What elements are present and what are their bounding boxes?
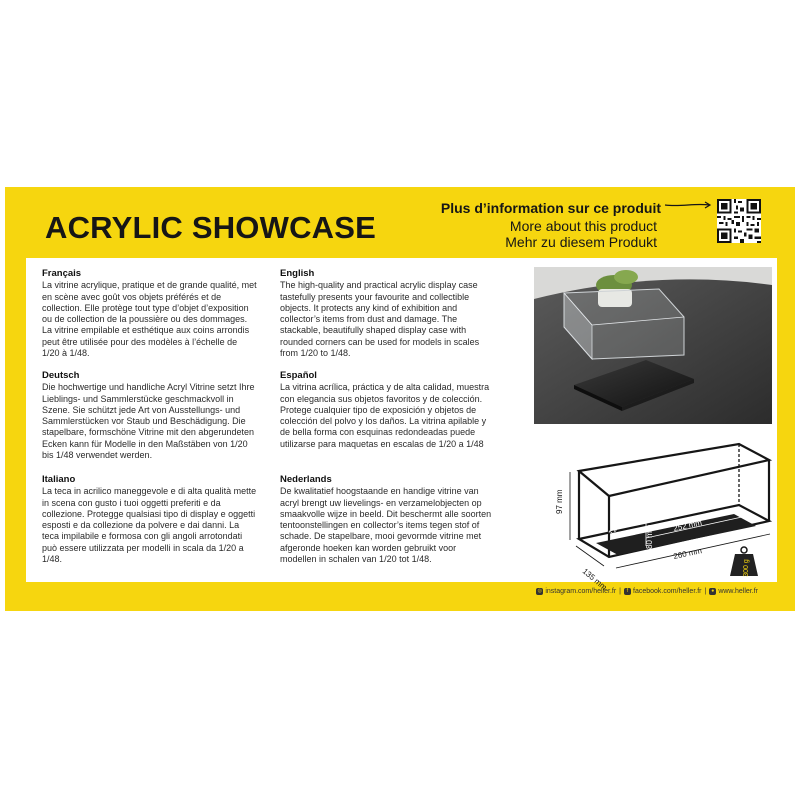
lang-heading-de: Deutsch [42, 370, 80, 381]
product-card [5, 187, 795, 611]
instagram-link[interactable]: instagram.com/heller.fr [545, 588, 617, 595]
dim-inner-depth-label: 127 mm [606, 508, 632, 538]
lang-heading-en: English [280, 268, 315, 279]
dim-depth-label: 135 mm [580, 566, 609, 593]
dim-length-label: 260 mm [672, 546, 703, 561]
lang-block-nl [280, 474, 495, 565]
footer [5, 588, 795, 602]
lang-heading-it: Italiano [42, 474, 76, 485]
lang-heading-nl: Nederlands [280, 474, 332, 485]
weight-icon [730, 547, 758, 577]
website-link[interactable]: www.heller.fr [718, 588, 758, 595]
lang-text-de: Die hochwertige und handliche Acryl Vitrine setzt Ihre Lieblings- und Sammlerstücke geschmackvoll in Szene. Sie schützt jede Art von Ausstellungs- und Sammlerstücken vor Staub und Beschädigung. Die stapelbare, formschöne Vitrine mit den abgerundeten Ecken kann für Modelle in den Maßstäben von 1/20 bis 1/48 verwendet werden. [42, 382, 255, 461]
lang-heading-es: Español [280, 370, 317, 381]
more-info-link-fr[interactable]: Plus d’information sur ce produit [440, 200, 661, 216]
lang-text-nl: De kwalitatief hoogstaande en handige vitrine van acryl brengt uw lievelings- en verzamelobjecten op smaakvolle wijze in beeld. Dit beschermt alle soorten tentoonstellingen en collector’s items tegen stof of schade. De stapelbare, mooi gevormde vitrine met afgeronde hoeken kan worden gebruikt voor modellen in schalen van 1/20 tot 1/48. [280, 486, 492, 565]
lang-block-it [42, 474, 257, 565]
product-title: ACRYLIC SHOWCASE [45, 210, 377, 245]
facebook-icon: f [624, 588, 631, 595]
dim-inner-length-label: 252 mm [672, 518, 703, 533]
lang-block-fr [42, 268, 257, 359]
more-info-link-de[interactable]: Mehr zu diesem Produkt [505, 234, 657, 250]
separator: | [704, 588, 707, 595]
more-info-link-en[interactable]: More about this product [509, 218, 657, 234]
social-links [536, 588, 758, 595]
lang-block-es [280, 370, 495, 450]
weight-label: 300 g [743, 559, 750, 577]
globe-icon: ● [711, 588, 715, 594]
lang-block-en [280, 268, 495, 359]
lang-block-de [42, 370, 257, 461]
lang-text-fr: La vitrine acrylique, pratique et de grande qualité, met en scène avec goût vos objets préférés et de collection. Elle protège tout type d’objet d’exposition ou de collection de la poussière ou des dommages. La vitrine empilable et esthétique aux coins arrondis peut être utilisée pour des modèles à l’échelle de 1/20 à 1/48. [42, 280, 257, 359]
lang-heading-fr: Français [42, 268, 82, 279]
facebook-link[interactable]: facebook.com/heller.fr [633, 588, 702, 595]
lang-text-es: La vitrina acrílica, práctica y de alta calidad, muestra con elegancia sus objetos favoritos y de colección. Protege cualquier tipo de exposición y objetos de colección del polvo y los daños. La vitrina apilable y de bella forma con esquinas redondeadas puede utilizarse para maquetas en escalas de 1/20 a 1/48 [280, 382, 490, 449]
qr-code-icon[interactable] [717, 199, 761, 243]
instagram-icon: ◎ [537, 588, 543, 594]
arrow-right-icon [663, 199, 715, 213]
lang-text-en: The high-quality and practical acrylic display case tastefully presents your favourite and collectible objects. It protects any kind of exhibition and collector’s items from dust and damage. The stackable, beautifully shaped display case with rounded corners can be used for models in scales from 1/20 to 1/48. [280, 280, 480, 359]
lang-text-it: La teca in acrilico maneggevole e di alta qualità mette in scena con gusto i tuoi oggetti preferiti e da collezione. Protegge qualsiasi tipo di display e oggetti esposti e da collezione da polvere e dai danni. La teca impilabile e formosa con gli angoli arrotondati può essere utilizzata per modelli in scala da 1/20 a 1/48. [42, 486, 257, 565]
dim-inner-height-label: 80 mm [645, 524, 654, 549]
dim-height-label: 97 mm [555, 489, 564, 514]
separator: | [619, 588, 621, 595]
product-photo [534, 267, 772, 424]
